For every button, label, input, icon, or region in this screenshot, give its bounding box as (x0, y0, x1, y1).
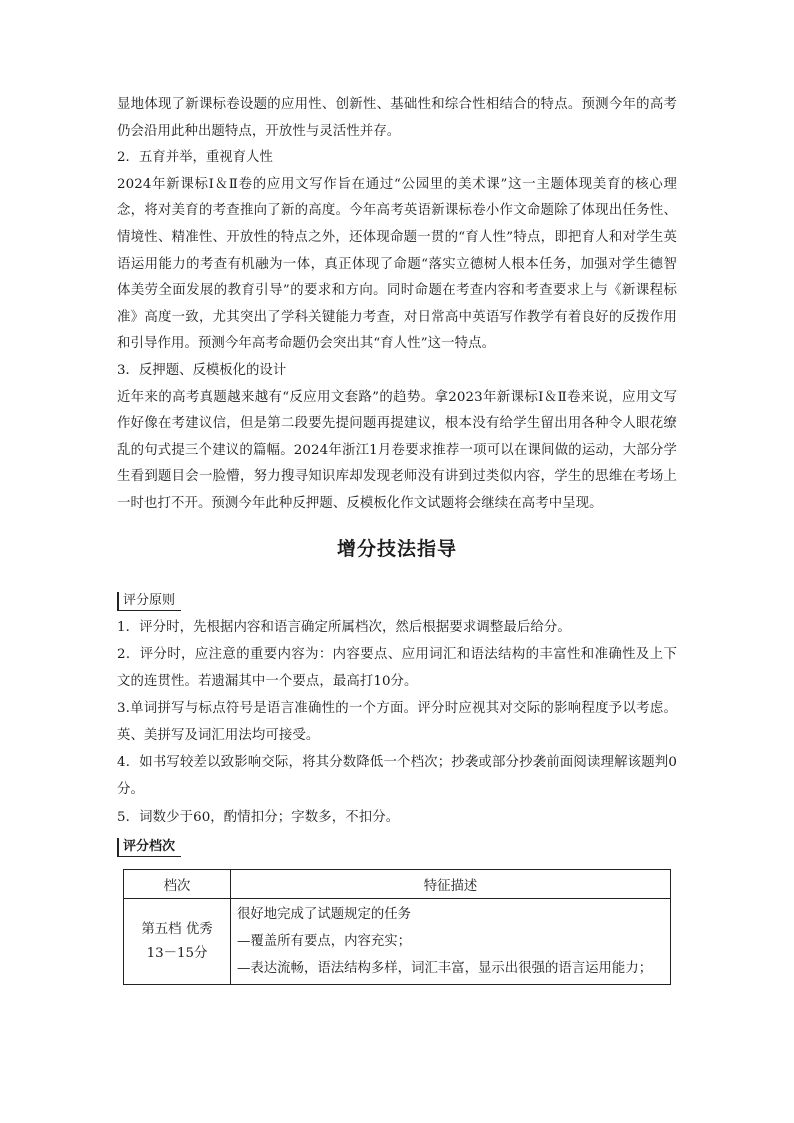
table-header-level: 档次 (124, 870, 231, 899)
scoring-principles-label: 评分原则 (117, 592, 181, 611)
scoring-levels-table (123, 869, 671, 985)
document-page (117, 92, 677, 985)
level-score: 13－15分 (146, 945, 208, 961)
description-line: 很好地完成了试题规定的任务 (237, 907, 412, 923)
description-cell (231, 899, 671, 985)
scoring-principles-list (117, 615, 677, 832)
table-header-row (124, 870, 671, 899)
level-cell (124, 899, 231, 985)
principle-item: 3.单词拼写与标点符号是语言准确性的一个方面。评分时应视其对交际的影响程度予以考虑。英、美拼写及词汇用法均可接受。 (117, 701, 677, 743)
principle-item: 2．评分时，应注意的重要内容为：内容要点、应用词汇和语法结构的丰富性和准确性及上下文的连贯性。若遗漏其中一个要点，最高打10分。 (117, 647, 677, 689)
scoring-levels-label: 评分档次 (117, 838, 181, 857)
principle-item: 5．词数少于60，酌情扣分；字数多，不扣分。 (117, 809, 400, 825)
principle-item: 4．如书写较差以致影响交际，将其分数降低一个档次；抄袭或部分抄袭前面阅读理解该题判0分。 (117, 755, 677, 798)
table-row (124, 899, 671, 985)
paragraph-anti-template: 近年来的高考真题越来越有“反应用文套路”的趋势。拿2023年新课标Ⅰ＆Ⅱ卷来说，应用文写作好像在考建议信，但是第二段要先提问题再提建议，根本没有给学生留出用各种令人眼花缭乱的句式提三个建议的篇幅。2024年浙江1月卷要求推荐一项可以在课间做的运动，大部分学生看到题目会一脸懵，努力搜寻知识库却发现老师没有讲到过类似内容，学生的思维在考场上一时也打不开。预测今年此种反押题、反模板化作文试题将会继续在高考中呈现。 (117, 389, 677, 511)
section-title: 增分技法指导 (336, 537, 457, 560)
table-header-description: 特征描述 (231, 870, 671, 899)
paragraph-education: 2024年新课标Ⅰ＆Ⅱ卷的应用文写作旨在通过“公园里的美术课”这一主题体现美育的核心理念，将对美育的考查推向了新的高度。今年高考英语新课标卷小作文命题除了体现出任务性、情境性、精准性、开放性的特点之外，还体现命题一贯的“育人性”特点，即把育人和对学生英语运用能力的考查有机融为一体，真正体现了命题“落实立德树人根本任务，加强对学生德智体美劳全面发展的教育引导”的要求和方向。同时命题在考查内容和考查要求上与《新课程标准》高度一致，尤其突出了学科关键能力考查，对日常高中英语写作教学有着良好的反拨作用和引导作用。预测今年高考命题仍会突出其“育人性”这一特点。 (117, 176, 677, 352)
description-line: —覆盖所有要点，内容充实； (237, 934, 412, 950)
level-name: 第五档 优秀 (141, 921, 213, 937)
principle-item: 1．评分时，先根据内容和语言确定所属档次，然后根据要求调整最后给分。 (117, 619, 571, 635)
section-heading-2: 2．五育并举，重视育人性 (117, 150, 273, 166)
description-line: —表达流畅，语法结构多样，词汇丰富，显示出很强的语言运用能力； (237, 961, 653, 977)
intro-paragraph: 显地体现了新课标卷设题的应用性、创新性、基础性和综合性相结合的特点。预测今年的高考仍会沿用此种出题特点，开放性与灵活性并存。 (117, 97, 677, 139)
section-heading-3: 3．反押题、反模板化的设计 (117, 362, 287, 378)
